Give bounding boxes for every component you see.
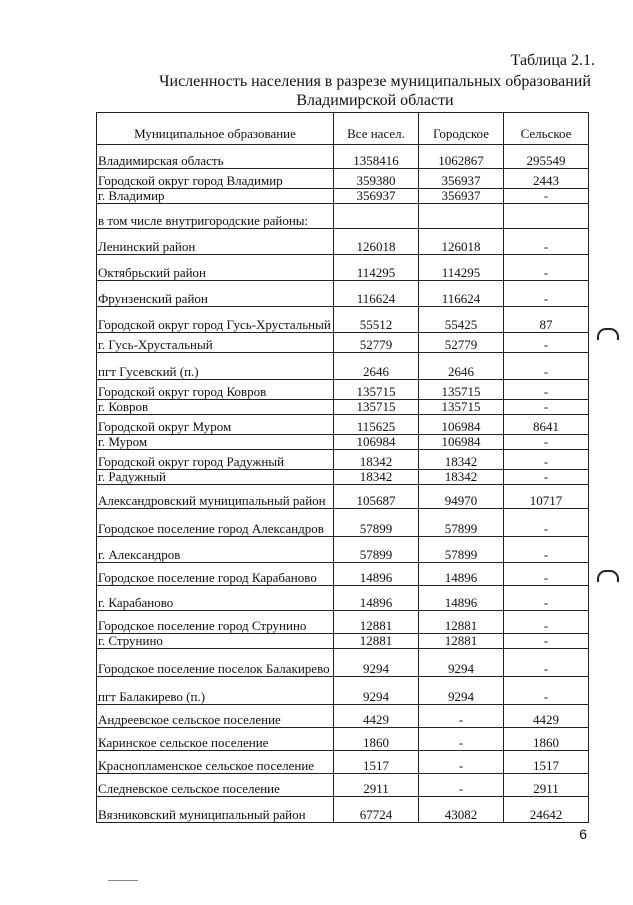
cell-total: 116624 [334, 281, 419, 307]
cell-municipality: в том числе внутригородские районы: [97, 204, 334, 229]
cell-rural: 87 [504, 307, 589, 333]
cell-total: 356937 [334, 189, 419, 204]
cell-total: 126018 [334, 229, 419, 255]
margin-mark [597, 570, 619, 582]
cell-urban: 114295 [419, 255, 504, 281]
header-municipality: Муниципальное образование [97, 113, 334, 145]
cell-municipality: г. Карабаново [97, 586, 334, 611]
header-row [97, 113, 589, 145]
cell-rural: - [504, 380, 589, 400]
cell-total: 67724 [334, 797, 419, 823]
cell-municipality: Городской округ город Владимир [97, 169, 334, 189]
cell-rural: 24642 [504, 797, 589, 823]
table-row [97, 229, 589, 255]
cell-urban: 57899 [419, 537, 504, 563]
cell-total: 4429 [334, 705, 419, 728]
cell-municipality: Городское поселение город Струнино [97, 611, 334, 634]
cell-rural: 10717 [504, 485, 589, 509]
cell-municipality: Следневское сельское поселение [97, 774, 334, 797]
cell-urban: 12881 [419, 634, 504, 649]
table-row [97, 333, 589, 353]
cell-total: 52779 [334, 333, 419, 353]
cell-rural: - [504, 649, 589, 677]
cell-urban: 9294 [419, 649, 504, 677]
table-row [97, 563, 589, 586]
table-row [97, 380, 589, 400]
cell-urban: 14896 [419, 586, 504, 611]
table-row [97, 728, 589, 751]
cell-municipality: Вязниковский муниципальный район [97, 797, 334, 823]
cell-urban: 14896 [419, 563, 504, 586]
cell-total: 14896 [334, 563, 419, 586]
cell-urban: - [419, 705, 504, 728]
cell-municipality: Ленинский район [97, 229, 334, 255]
cell-municipality: Каринское сельское поселение [97, 728, 334, 751]
cell-rural: 1517 [504, 751, 589, 774]
cell-rural: - [504, 563, 589, 586]
cell-urban: 106984 [419, 415, 504, 435]
cell-municipality: Октябрьский район [97, 255, 334, 281]
table-row [97, 189, 589, 204]
cell-rural: - [504, 400, 589, 415]
cell-total: 1358416 [334, 145, 419, 169]
cell-urban: 135715 [419, 380, 504, 400]
cell-municipality: г. Муром [97, 435, 334, 450]
cell-urban: 356937 [419, 189, 504, 204]
cell-municipality: г. Радужный [97, 470, 334, 485]
cell-urban: 126018 [419, 229, 504, 255]
cell-municipality: Владимирская область [97, 145, 334, 169]
table-title [140, 72, 610, 110]
cell-total: 9294 [334, 677, 419, 705]
cell-urban: 18342 [419, 470, 504, 485]
cell-urban: 57899 [419, 509, 504, 537]
cell-rural: - [504, 281, 589, 307]
table-row [97, 705, 589, 728]
cell-rural: - [504, 255, 589, 281]
cell-rural: 2443 [504, 169, 589, 189]
footer-mark [108, 880, 138, 881]
table-row [97, 485, 589, 509]
title-line-1: Численность населения в разрезе муниципальных образований [159, 73, 591, 90]
cell-urban: 2646 [419, 353, 504, 380]
cell-municipality: г. Ковров [97, 400, 334, 415]
cell-total: 135715 [334, 400, 419, 415]
cell-total: 18342 [334, 470, 419, 485]
cell-municipality: Фрунзенский район [97, 281, 334, 307]
cell-rural: 2911 [504, 774, 589, 797]
cell-municipality: Городской округ город Гусь-Хрустальный [97, 307, 334, 333]
table-row [97, 774, 589, 797]
table-row [97, 649, 589, 677]
page-number: 6 [579, 826, 587, 842]
cell-municipality: пгт Балакирево (п.) [97, 677, 334, 705]
cell-municipality: пгт Гусевский (п.) [97, 353, 334, 380]
cell-municipality: Городское поселение город Александров [97, 509, 334, 537]
table-row [97, 400, 589, 415]
table-caption: Таблица 2.1. [510, 52, 595, 69]
table-row [97, 255, 589, 281]
cell-urban: 106984 [419, 435, 504, 450]
cell-total: 1860 [334, 728, 419, 751]
cell-municipality: Краснопламенское сельское поселение [97, 751, 334, 774]
table-row [97, 307, 589, 333]
cell-total: 115625 [334, 415, 419, 435]
cell-urban: 94970 [419, 485, 504, 509]
header-rural: Сельское [504, 113, 589, 145]
cell-urban: 18342 [419, 450, 504, 470]
cell-rural: - [504, 634, 589, 649]
cell-municipality: Городской округ Муром [97, 415, 334, 435]
margin-mark [597, 328, 619, 340]
cell-urban: 116624 [419, 281, 504, 307]
cell-total: 359380 [334, 169, 419, 189]
cell-municipality: г. Владимир [97, 189, 334, 204]
cell-rural: 4429 [504, 705, 589, 728]
cell-municipality: г. Струнино [97, 634, 334, 649]
cell-rural: - [504, 470, 589, 485]
cell-municipality: Городское поселение город Карабаново [97, 563, 334, 586]
table-row [97, 415, 589, 435]
table-row [97, 586, 589, 611]
table-row [97, 281, 589, 307]
cell-urban: 55425 [419, 307, 504, 333]
cell-rural: 8641 [504, 415, 589, 435]
table-row [97, 751, 589, 774]
cell-total: 57899 [334, 537, 419, 563]
cell-municipality: г. Гусь-Хрустальный [97, 333, 334, 353]
cell-total: 12881 [334, 634, 419, 649]
table-row [97, 353, 589, 380]
table-row [97, 204, 589, 229]
header-total: Все насел. [334, 113, 419, 145]
cell-municipality: Александровский муниципальный район [97, 485, 334, 509]
header-urban: Городское [419, 113, 504, 145]
population-table [96, 112, 589, 823]
cell-rural: - [504, 509, 589, 537]
cell-urban: 43082 [419, 797, 504, 823]
cell-total: 12881 [334, 611, 419, 634]
table-row [97, 634, 589, 649]
cell-rural: - [504, 353, 589, 380]
table-row [97, 435, 589, 450]
cell-urban: - [419, 728, 504, 751]
cell-municipality: г. Александров [97, 537, 334, 563]
cell-urban: 135715 [419, 400, 504, 415]
table-row [97, 797, 589, 823]
cell-urban: 9294 [419, 677, 504, 705]
cell-total: 114295 [334, 255, 419, 281]
cell-rural: - [504, 435, 589, 450]
table-row [97, 470, 589, 485]
cell-urban: - [419, 751, 504, 774]
cell-urban: - [419, 774, 504, 797]
table-row [97, 677, 589, 705]
cell-total: 9294 [334, 649, 419, 677]
cell-rural [504, 204, 589, 229]
cell-total: 106984 [334, 435, 419, 450]
cell-municipality: Андреевское сельское поселение [97, 705, 334, 728]
cell-municipality: Городской округ город Радужный [97, 450, 334, 470]
cell-total: 18342 [334, 450, 419, 470]
cell-urban: 356937 [419, 169, 504, 189]
cell-total: 135715 [334, 380, 419, 400]
table-row [97, 509, 589, 537]
cell-urban: 1062867 [419, 145, 504, 169]
cell-urban [419, 204, 504, 229]
table-row [97, 537, 589, 563]
cell-municipality: Городской округ город Ковров [97, 380, 334, 400]
cell-urban: 52779 [419, 333, 504, 353]
cell-total: 55512 [334, 307, 419, 333]
table-row [97, 169, 589, 189]
cell-rural: - [504, 333, 589, 353]
cell-rural: - [504, 677, 589, 705]
table-row [97, 611, 589, 634]
cell-total: 2911 [334, 774, 419, 797]
cell-rural: 1860 [504, 728, 589, 751]
cell-rural: - [504, 229, 589, 255]
cell-total: 105687 [334, 485, 419, 509]
cell-rural: 295549 [504, 145, 589, 169]
cell-total: 1517 [334, 751, 419, 774]
cell-rural: - [504, 586, 589, 611]
cell-rural: - [504, 189, 589, 204]
cell-municipality: Городское поселение поселок Балакирево [97, 649, 334, 677]
cell-rural: - [504, 611, 589, 634]
cell-total [334, 204, 419, 229]
table-row [97, 450, 589, 470]
cell-total: 2646 [334, 353, 419, 380]
cell-total: 57899 [334, 509, 419, 537]
cell-total: 14896 [334, 586, 419, 611]
table-row [97, 145, 589, 169]
cell-urban: 12881 [419, 611, 504, 634]
cell-rural: - [504, 537, 589, 563]
cell-rural: - [504, 450, 589, 470]
title-line-2: Владимирской области [296, 92, 454, 109]
